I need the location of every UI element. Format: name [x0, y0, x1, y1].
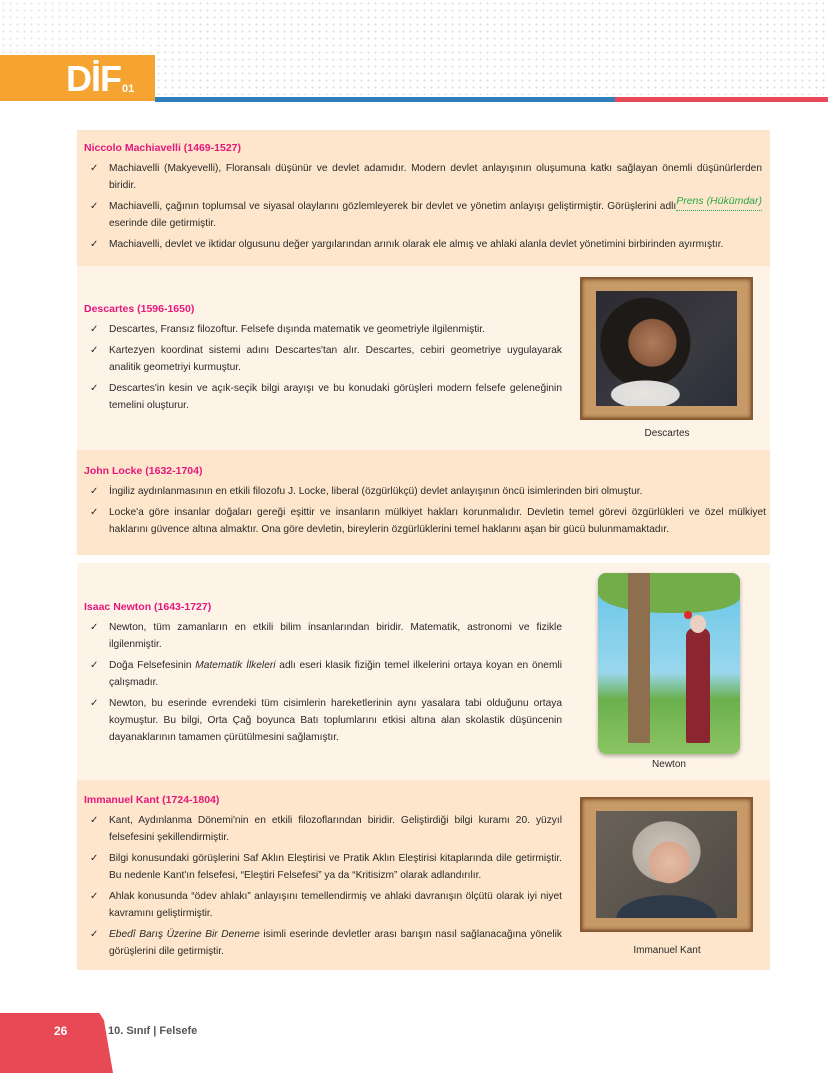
descartes-portrait-frame — [580, 277, 753, 420]
bullet-text: Machiavelli, devlet ve iktidar olgusunu değer yargılarından arınık olarak ele almış ve ahlaki alanla devlet yönetimini birbirinden ayırmıştır. — [109, 239, 724, 250]
page-number: 26 — [54, 1024, 68, 1038]
checkmark-icon: ✓ — [90, 698, 99, 709]
checkmark-icon: ✓ — [90, 622, 99, 633]
bullet-item — [84, 195, 762, 232]
bullet-item — [84, 926, 562, 960]
section-title: Isaac Newton (1643-1727) — [84, 601, 212, 613]
logo-number: 01 — [122, 83, 135, 95]
bullet-text: Newton, tüm zamanların en etkili bilim insanlarından biridir. Matematik, astronomi ve fizikle ilgilenmiştir. — [109, 622, 562, 650]
bullet-list — [84, 619, 562, 746]
bullet-item — [84, 504, 766, 538]
checkmark-icon: ✓ — [90, 345, 99, 356]
bullet-list — [84, 812, 562, 960]
checkmark-icon: ✓ — [90, 853, 99, 864]
checkmark-icon: ✓ — [90, 201, 99, 212]
checkmark-icon: ✓ — [90, 507, 99, 518]
kant-portrait-image — [596, 811, 737, 918]
section-title: Niccolo Machiavelli (1469-1527) — [84, 142, 241, 154]
bullet-item — [84, 888, 562, 922]
section-title: Immanuel Kant (1724-1804) — [84, 794, 220, 806]
descartes-caption: Descartes — [644, 428, 690, 439]
bullet-list — [84, 483, 766, 538]
dif-logo — [0, 55, 155, 101]
bullet-text: Locke'a göre insanlar doğaları gereği eşittir ve insanların mülkiyet hakları korunmalıdır. Devletin temel görevi özgürlükleri ve özel mülkiyet haklarını güvence altına almaktır. Ona göre devletin, bireylerin özgürlüklerini temel haklarını aşan bir gücü bulunmamaktadır. — [109, 507, 766, 535]
checkmark-icon: ✓ — [90, 815, 99, 826]
bullet-item — [84, 657, 562, 691]
bullet-text: Doğa Felsefesinin — [109, 660, 196, 671]
dot-pattern — [155, 0, 828, 95]
newton-caption: Newton — [652, 759, 686, 770]
header-rule-red — [615, 97, 828, 102]
section-title: Descartes (1596-1650) — [84, 303, 195, 315]
bullet-text: isimli eserinde devletler arası barışın nasıl sağlanacağına yönelik görüşlerini dile getirmiştir. — [109, 929, 562, 957]
checkmark-icon: ✓ — [90, 929, 99, 940]
bullet-text: Descartes'in kesin ve açık-seçik bilgi arayışı ve bu konudaki görüşleri modern felsefe geleneğinin temelini oluşturur. — [109, 383, 562, 411]
section-locke — [77, 450, 770, 555]
header-rule-blue — [155, 97, 615, 102]
page-number-tab — [0, 1013, 113, 1073]
bullet-item — [84, 619, 562, 653]
bullet-text: Kartezyen koordinat sistemi adını Descartes'tan alır. Descartes, cebiri geometriye uygulayarak analitik geometriyi kurmuştur. — [109, 345, 562, 373]
bullet-text: Kant, Aydınlanma Dönemi'nin en etkili filozoflarından biridir. Geliştirdiği bilgi kuramı 20. yüzyıl felsefesini şekillendirmiştir. — [109, 815, 562, 843]
bullet-item — [84, 160, 762, 194]
checkmark-icon: ✓ — [90, 660, 99, 671]
bullet-item — [84, 321, 562, 338]
logo-text: DİF — [66, 58, 121, 99]
book-title: 10. Sınıf | Felsefe — [108, 1025, 198, 1037]
bullet-text: Descartes, Fransız filozoftur. Felsefe dışında matematik ve geometriyle ilgilenmiştir. — [109, 324, 485, 335]
bullet-text: İngiliz aydınlanmasının en etkili filozofu J. Locke, liberal (özgürlükçü) devlet anlayışının öncü isimlerinden biri olmuştur. — [109, 486, 643, 497]
bullet-item — [84, 812, 562, 846]
bullet-item — [84, 695, 562, 746]
bullet-text: Machiavelli (Makyevelli), Floransalı düşünür ve devlet adamıdır. Modern devlet anlayışının oluşumuna katkı sağlayan önemli düşünürlerden biridir. — [109, 163, 762, 191]
checkmark-icon: ✓ — [90, 486, 99, 497]
checkmark-icon: ✓ — [90, 383, 99, 394]
bullet-text: Machiavelli, çağının toplumsal ve siyasal olaylarını gözlemleyerek bir devlet ve yönetim anlayışı geliştirmiştir. Görüşlerini adlı eserinde dile getirmiştir. — [109, 201, 677, 229]
bullet-item — [84, 342, 562, 376]
checkmark-icon: ✓ — [90, 891, 99, 902]
kant-portrait-frame — [580, 797, 753, 932]
kant-caption: Immanuel Kant — [633, 945, 701, 956]
newton-illustration — [598, 573, 740, 754]
section-title: John Locke (1632-1704) — [84, 465, 203, 477]
bullet-text: adlı eseri klasik fiziğin temel ilkelerini ortaya koyan en önemli çalışmadır. — [109, 660, 562, 688]
bullet-item — [84, 483, 766, 500]
bullet-item — [84, 850, 562, 884]
work-title: Matematik İlkeleri — [195, 660, 276, 671]
work-title: Ebedî Barış Üzerine Bir Deneme — [109, 929, 260, 940]
checkmark-icon: ✓ — [90, 324, 99, 335]
checkmark-icon: ✓ — [90, 163, 99, 174]
checkmark-icon: ✓ — [90, 239, 99, 250]
bullet-list — [84, 160, 762, 253]
work-title-highlight: Prens (Hükümdar) — [676, 193, 762, 211]
dot-pattern — [0, 0, 155, 55]
descartes-portrait-image — [596, 291, 737, 406]
bullet-item — [84, 380, 562, 414]
bullet-text: Bilgi konusundaki görüşlerini Saf Aklın Eleştirisi ve Pratik Aklın Eleştirisi kitaplarında dile getirmiştir. Bu nedenle Kant'ın felsefesi, “Eleştiri Felsefesi” ya da “Kritisizm” olarak adlandırılır. — [109, 853, 562, 881]
bullet-text: Ahlak konusunda “ödev ahlakı” anlayışını temellendirmiş ve ahlaki davranışın ölçütü olarak iyi niyet kavramını geliştirmiştir. — [109, 891, 562, 919]
bullet-list — [84, 321, 562, 414]
bullet-text: Newton, bu eserinde evrendeki tüm cisimlerin hareketlerinin aynı yasalara tabi olduğunu ortaya koymuştur. Bu bilgi, Orta Çağ boyunca Batı toplumlarını etkisi altına alan skolastik düşüncenin dayanaklarının tamamen çürütülmesini sağlamıştır. — [109, 698, 562, 743]
section-machiavelli — [77, 130, 770, 266]
bullet-item — [84, 236, 762, 253]
